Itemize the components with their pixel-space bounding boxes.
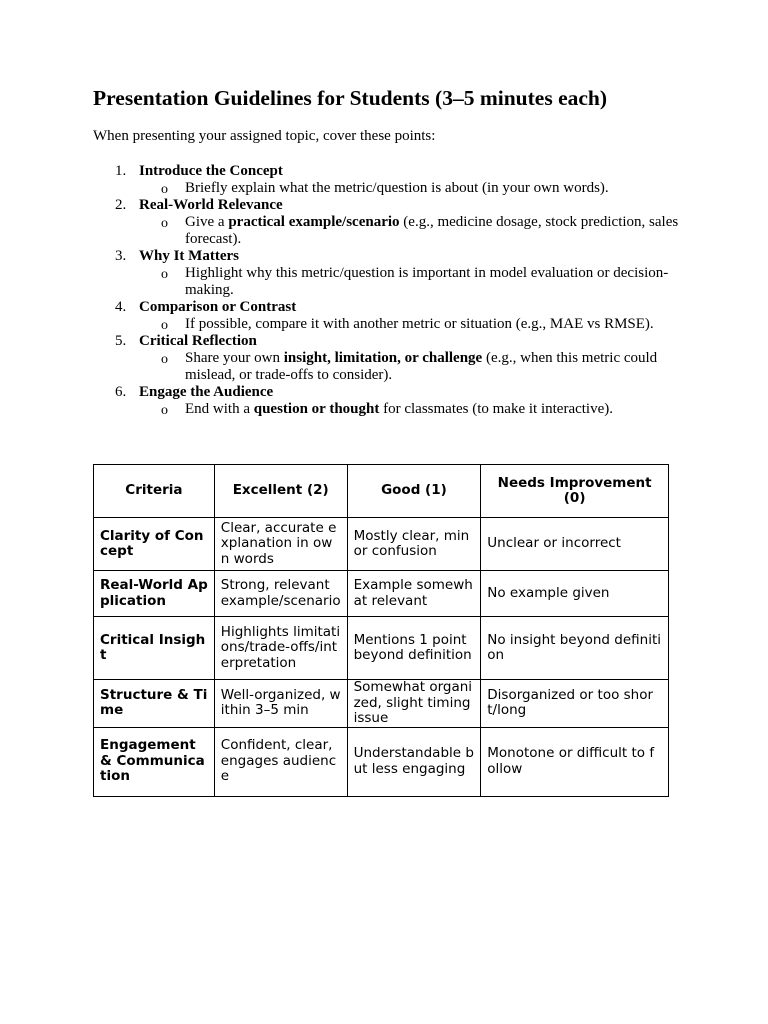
circle-bullet-icon: o (161, 318, 168, 333)
list-number: 2. (115, 197, 127, 213)
circle-bullet-icon: o (161, 403, 168, 418)
table-cell: Somewhat organized, slight timing issue (347, 680, 481, 728)
table-row (94, 680, 669, 728)
table-cell: Strong, relevant example/scenario (214, 571, 347, 617)
column-header: Good (1) (347, 465, 481, 518)
list-item-title: Why It Matters (139, 248, 239, 264)
sub-bullet (139, 214, 683, 248)
table-row (94, 727, 669, 796)
guidelines-list (93, 163, 683, 418)
criteria-cell: Critical Insight (94, 617, 215, 680)
criteria-cell: Real-World Application (94, 571, 215, 617)
sub-bullet-text: End with a question or thought for classmates (to make it interactive). (185, 401, 614, 417)
sub-bullet-text: Give a practical example/scenario (e.g., medicine dosage, stock prediction, sales forecast). (185, 214, 679, 247)
table-cell: Disorganized or too short/long (481, 680, 669, 728)
rubric-table (93, 464, 669, 797)
column-header: Needs Improvement (0) (481, 465, 669, 518)
sub-bullet-text: Share your own insight, limitation, or challenge (e.g., when this metric could mislead, or trade-offs to consider). (185, 350, 658, 383)
intro-text: When presenting your assigned topic, cover these points: (93, 128, 436, 144)
list-item-title: Introduce the Concept (139, 163, 283, 179)
list-item (93, 384, 683, 418)
column-header: Excellent (2) (214, 465, 347, 518)
table-cell: Unclear or incorrect (481, 518, 669, 571)
list-item (93, 163, 683, 197)
table-header-row (94, 465, 669, 518)
sub-bullet (139, 350, 683, 384)
list-number: 1. (115, 163, 127, 179)
circle-bullet-icon: o (161, 216, 168, 231)
sub-bullet (139, 180, 683, 197)
table-cell: No insight beyond definition (481, 617, 669, 680)
table-cell: Highlights limitations/trade-offs/interpretation (214, 617, 347, 680)
circle-bullet-icon: o (161, 352, 168, 367)
list-number: 3. (115, 248, 127, 264)
table-row (94, 617, 669, 680)
table-cell: Clear, accurate explanation in own words (214, 518, 347, 571)
page-title: Presentation Guidelines for Students (3–5 minutes each) (93, 86, 608, 110)
table-cell: Mentions 1 point beyond definition (347, 617, 481, 680)
list-number: 4. (115, 299, 127, 315)
circle-bullet-icon: o (161, 182, 168, 197)
criteria-cell: Structure & Time (94, 680, 215, 728)
criteria-cell: Engagement & Communication (94, 727, 215, 796)
sub-bullet (139, 401, 683, 418)
list-item (93, 333, 683, 384)
list-item-title: Comparison or Contrast (139, 299, 297, 315)
column-header: Criteria (94, 465, 215, 518)
list-item (93, 248, 683, 299)
table-cell: Understandable but less engaging (347, 727, 481, 796)
list-item (93, 197, 683, 248)
table-cell: Confident, clear, engages audience (214, 727, 347, 796)
list-item (93, 299, 683, 333)
table-cell: Monotone or difficult to follow (481, 727, 669, 796)
table-row (94, 571, 669, 617)
list-item-title: Real-World Relevance (139, 197, 283, 213)
sub-bullet-text: If possible, compare it with another metric or situation (e.g., MAE vs RMSE). (185, 316, 654, 332)
list-item-title: Engage the Audience (139, 384, 274, 400)
table-cell: Mostly clear, minor confusion (347, 518, 481, 571)
sub-bullet (139, 265, 683, 299)
sub-bullet (139, 316, 683, 333)
table-cell: Example somewhat relevant (347, 571, 481, 617)
list-number: 6. (115, 384, 127, 400)
table-cell: No example given (481, 571, 669, 617)
circle-bullet-icon: o (161, 267, 168, 282)
sub-bullet-text: Highlight why this metric/question is important in model evaluation or decision-making. (185, 265, 669, 298)
sub-bullet-text: Briefly explain what the metric/question is about (in your own words). (185, 180, 609, 196)
table-cell: Well-organized, within 3–5 min (214, 680, 347, 728)
list-item-title: Critical Reflection (139, 333, 257, 349)
list-number: 5. (115, 333, 127, 349)
criteria-cell: Clarity of Concept (94, 518, 215, 571)
table-row (94, 518, 669, 571)
